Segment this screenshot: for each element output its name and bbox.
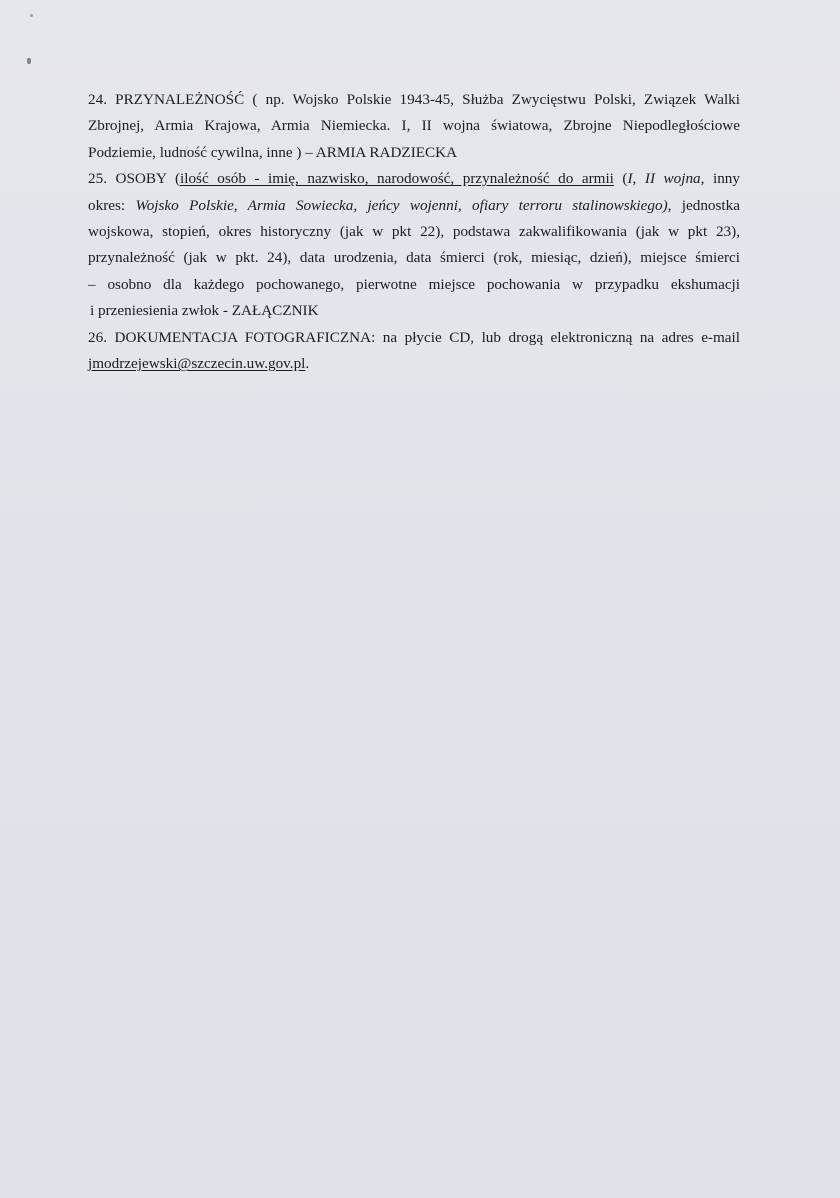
section-26 bbox=[88, 325, 740, 378]
section-25-text: okres: bbox=[88, 196, 136, 214]
section-25-line-3: wojskowa, stopień, okres historyczny (jak w pkt 22), podstawa zakwalifikowania (jak w pkt 23), bbox=[88, 223, 740, 241]
section-25-line-1 bbox=[88, 166, 740, 192]
document-text bbox=[88, 87, 740, 377]
section-26-period: . bbox=[305, 355, 310, 373]
section-25-italic-text: I, II wojna, bbox=[627, 170, 705, 188]
section-25-label: 25. OSOBY ( bbox=[88, 170, 181, 188]
section-25-text: jednostka bbox=[671, 196, 740, 214]
section-25-line-5: – osobno dla każdego pochowanego, pierwotne miejsce pochowania w przypadku ekshumacji bbox=[88, 275, 740, 293]
section-26-line-2 bbox=[88, 351, 740, 377]
section-25-paren: ( bbox=[613, 170, 628, 188]
section-25-line-4: przynależność (jak w pkt. 24), data urodzenia, data śmierci (rok, miesiąc, dzień), miejsce śmierci bbox=[88, 249, 740, 267]
section-24-line-2: Zbrojnej, Armia Krajowa, Armia Niemiecka. I, II wojna światowa, Zbrojne Niepodległościowe bbox=[88, 117, 740, 135]
section-26-line-1: 26. DOKUMENTACJA FOTOGRAFICZNA: na płycie CD, lub drogą elektroniczną na adres e-mail bbox=[88, 328, 740, 346]
section-24-line-3: Podziemie, ludność cywilna, inne ) – ARMIA RADZIECKA bbox=[88, 143, 458, 161]
section-25-text: inny bbox=[704, 170, 740, 188]
email-link[interactable]: jmodrzejewski@szczecin.uw.gov.pl bbox=[88, 355, 306, 373]
section-24 bbox=[88, 87, 740, 166]
section-24-line-1: 24. PRZYNALEŻNOŚĆ ( np. Wojsko Polskie 1943-45, Służba Zwycięstwu Polski, Związek Walki bbox=[88, 91, 740, 108]
section-25-underlined-text: ilość osób - imię, nazwisko, narodowość, przynależność do armii bbox=[180, 170, 614, 188]
scan-speck bbox=[30, 14, 33, 17]
section-25-line-2 bbox=[88, 193, 740, 219]
section-25-italic-text: Wojsko Polskie, Armia Sowiecka, jeńcy wojenni, ofiary terroru stalinowskiego), bbox=[135, 196, 672, 214]
scan-speck bbox=[27, 58, 31, 64]
section-25-line-6: i przeniesienia zwłok - ZAŁĄCZNIK bbox=[90, 302, 319, 320]
section-25 bbox=[88, 166, 740, 324]
